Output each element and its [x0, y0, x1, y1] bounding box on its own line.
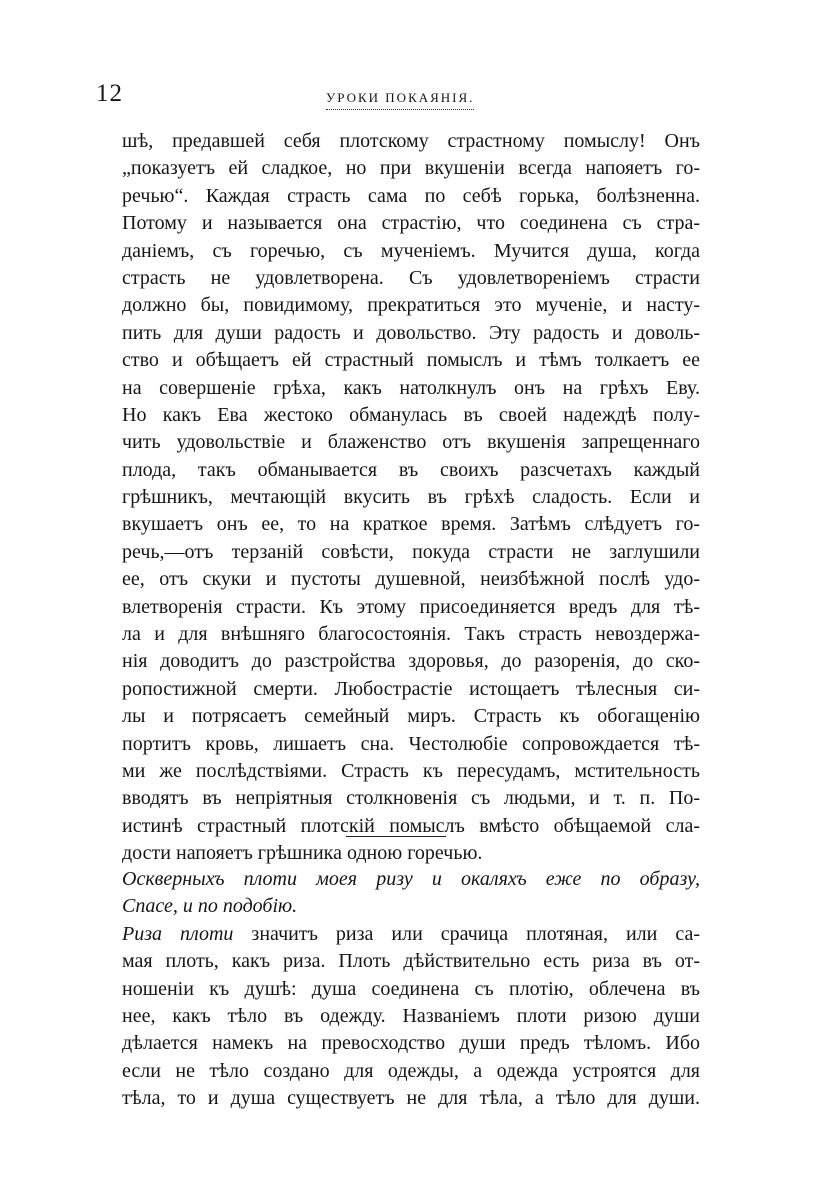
section-divider	[346, 836, 446, 837]
text-line: истинѣ страстный плотскій помыслъ вмѣсто обѣщаемой сла-	[122, 814, 700, 837]
text-line: ми же послѣдствіями. Страсть къ пересудамъ, мстительность	[122, 759, 700, 782]
text-line: речью“. Каждая страсть сама по себѣ горька, болѣзненна.	[122, 184, 700, 207]
text-line: влетворенія страсти. Къ этому присоединяется вредъ для тѣ-	[122, 595, 700, 618]
text-line: страсть не удовлетворена. Съ удовлетвореніемъ страсти	[122, 266, 700, 289]
text-line: если не тѣло создано для одежды, а одежда устроятся для	[122, 1059, 700, 1082]
lead-phrase: Риза плоти	[122, 922, 234, 945]
text-line: пить для души радость и довольство. Эту радость и доволь-	[122, 321, 700, 344]
text-line: вкушаетъ онъ ее, то на краткое время. Затѣмъ слѣдуетъ го-	[122, 513, 700, 536]
text-line: плода, такъ обманывается въ своихъ разсчетахъ каждый	[122, 458, 700, 481]
body-section-2	[122, 866, 700, 1113]
body-paragraph-1	[122, 128, 700, 868]
lead-rest: значитъ риза или срачица плотяная, или са-	[233, 922, 700, 945]
text-line: чить удовольствіе и блаженство отъ вкушенія запрещеннаго	[122, 431, 700, 454]
text-line: дѣлается намекъ на превосходство души предъ тѣломъ. Ибо	[122, 1032, 700, 1055]
quote-line: Оскверныхъ плоти моея ризу и окаляхъ еже по образу,	[122, 868, 700, 890]
running-title: УРОКИ ПОКАЯНІЯ.	[326, 90, 474, 110]
text-line: грѣшникъ, мечтающій вкусить въ грѣхѣ сладость. Если и	[122, 486, 700, 509]
text-line: даніемъ, съ горечью, съ мученіемъ. Мучится душа, когда	[122, 239, 700, 262]
text-line: речь,—отъ терзаній совѣсти, покуда страсти не заглушили	[122, 540, 700, 563]
text-line: портитъ кровь, лишаетъ сна. Честолюбіе сопровождается тѣ-	[122, 732, 700, 755]
text-line: лы и потрясаетъ семейный миръ. Страсть къ обогащенію	[122, 705, 700, 728]
quote-line: Спасе, и по подобію.	[122, 895, 298, 918]
text-line: ропостижной смерти. Любострастіе истощаетъ тѣлесныя си-	[122, 677, 700, 700]
text-line: ство и обѣщаетъ ей страстный помыслъ и тѣмъ толкаетъ ее	[122, 349, 700, 372]
text-line	[122, 921, 700, 948]
text-line: „показуетъ ей сладкое, но при вкушеніи всегда напояетъ го-	[122, 157, 700, 180]
page-number: 12	[96, 80, 123, 107]
text-line: должно бы, повидимому, прекратиться это мученіе, и насту-	[122, 294, 700, 317]
text-line: ношеніи къ душѣ: душа соединена съ плотію, облечена въ	[122, 977, 700, 1000]
text-line: шѣ, предавшей себя плотскому страстному помыслу! Онъ	[122, 130, 700, 152]
text-line: ее, отъ скуки и пустоты душевной, неизбѣжной послѣ удо-	[122, 568, 700, 591]
text-line: Но какъ Ева жестоко обманулась въ своей надеждѣ полу-	[122, 403, 700, 426]
text-line: нее, какъ тѣло въ одежду. Названіемъ плоти ризою души	[122, 1004, 700, 1027]
text-line: на совершеніе грѣха, какъ натолкнулъ онъ на грѣхъ Еву.	[122, 376, 700, 399]
text-line: мая плоть, какъ риза. Плоть дѣйствительно есть риза въ от-	[122, 950, 700, 973]
text-line: вводятъ въ непріятныя столкновенія съ людьми, и т. п. По-	[122, 787, 700, 810]
text-line: тѣла, то и душа существуетъ не для тѣла, а тѣло для души.	[122, 1087, 700, 1110]
text-line: дости напояетъ грѣшника одною горечью.	[122, 842, 483, 865]
text-line: ла и для внѣшняго благосостоянія. Такъ страсть невоздержа-	[122, 623, 700, 646]
page-header	[96, 80, 716, 120]
text-line: нія доводитъ до разстройства здоровья, до разоренія, до ско-	[122, 650, 700, 673]
text-line: Потому и называется она страстію, что соединена съ стра-	[122, 212, 700, 235]
